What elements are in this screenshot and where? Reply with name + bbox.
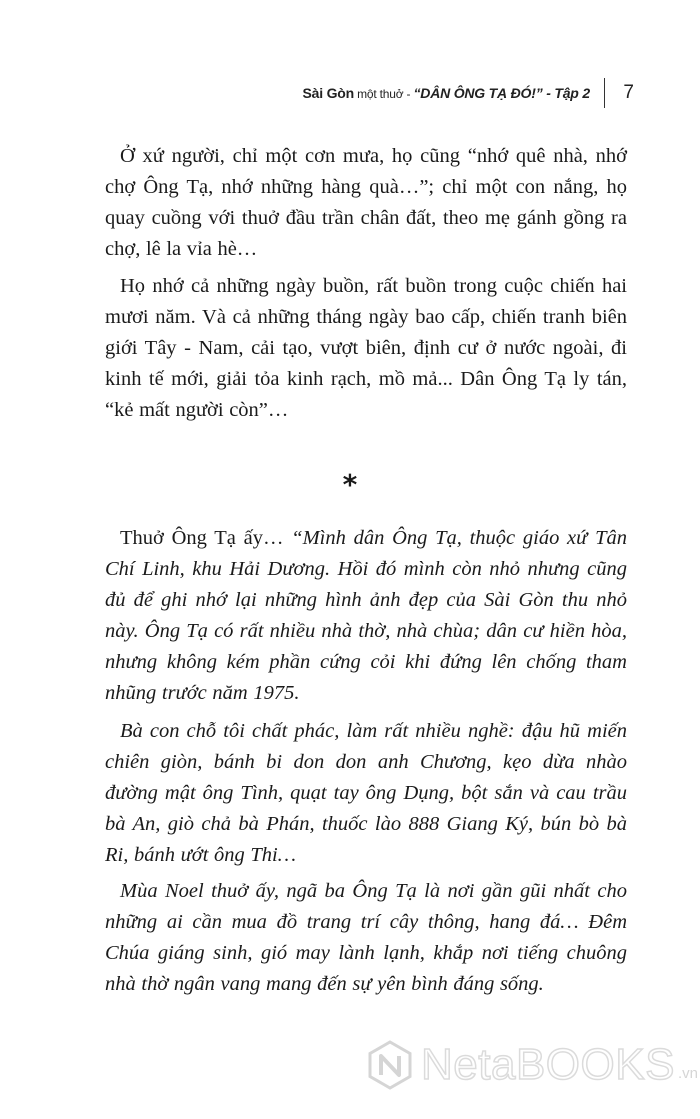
paragraph-3 [105, 523, 627, 709]
paragraph-5: Mùa Noel thuở ấy, ngã ba Ông Tạ là nơi gần gũi nhất cho những ai cần mua đồ trang trí cây thông, hang đá… Đêm Chúa giáng sinh, gió may lành lạnh, khắp nơi tiếng chuông nhà thờ ngân vang mang đến sự yên bình đáng sống. [105, 880, 627, 995]
paragraph-1: Ở xứ người, chỉ một cơn mưa, họ cũng “nhớ quê nhà, nhớ chợ Ông Tạ, nhớ những hàng quà…”; chỉ một con nắng, họ quay cuồng với thuở đầu trần chân đất, theo mẹ gánh gồng ra chợ, lê la vỉa hè… [105, 145, 627, 260]
section-separator: * [342, 468, 358, 501]
watermark-brand: NetaBOOKS [421, 1040, 675, 1089]
netabooks-logo-icon [365, 1040, 415, 1090]
paragraph-2: Họ nhớ cả những ngày buồn, rất buồn trong cuộc chiến hai mươi năm. Và cả những tháng ngày bao cấp, chiến tranh biên giới Tây - Nam, cải tạo, vượt biên, định cư ở nước ngoài, đi kinh tế mới, giải tỏa kinh rạch, mồ mả... Dân Ông Tạ ly tán, “kẻ mất người còn”… [105, 275, 627, 421]
paragraph-3-quote: “Mình dân Ông Tạ, thuộc giáo xứ Tân Chí Linh, khu Hải Dương. Hồi đó mình còn nhỏ nhưng cũng đủ để ghi nhớ lại những hình ảnh đẹp của Sài Gòn thu nhỏ này. Ông Tạ có rất nhiều nhà thờ, nhà chùa; dân cư hiền hòa, nhưng không kém phần cứng cỏi khi đứng lên chống tham nhũng trước năm 1975. [105, 527, 627, 704]
series-subtitle: một thuở - [353, 87, 414, 101]
series-name: Sài Gòn [302, 85, 354, 101]
netabooks-watermark [365, 1040, 698, 1090]
watermark-tld: .vn [677, 1065, 698, 1082]
book-title: “DÂN ÔNG TẠ ĐÓ!” [413, 85, 543, 101]
paragraph-3-lead: Thuở Ông Tạ ấy… [120, 527, 292, 549]
running-title [302, 85, 603, 101]
running-header [302, 78, 634, 108]
paragraph-4: Bà con chỗ tôi chất phác, làm rất nhiều nghề: đậu hũ miến chiên giòn, bánh bi don don anh Chương, kẹo dừa nhào đường mật ông Tình, quạt tay ông Dụng, bột sắn và cau trầu bà An, giò chả bà Phán, thuốc lào 888 Giang Ký, bún bò bà Ri, bánh ướt ông Thi… [105, 720, 627, 866]
page-number: 7 [623, 82, 634, 103]
volume-label: - Tập 2 [542, 85, 590, 101]
